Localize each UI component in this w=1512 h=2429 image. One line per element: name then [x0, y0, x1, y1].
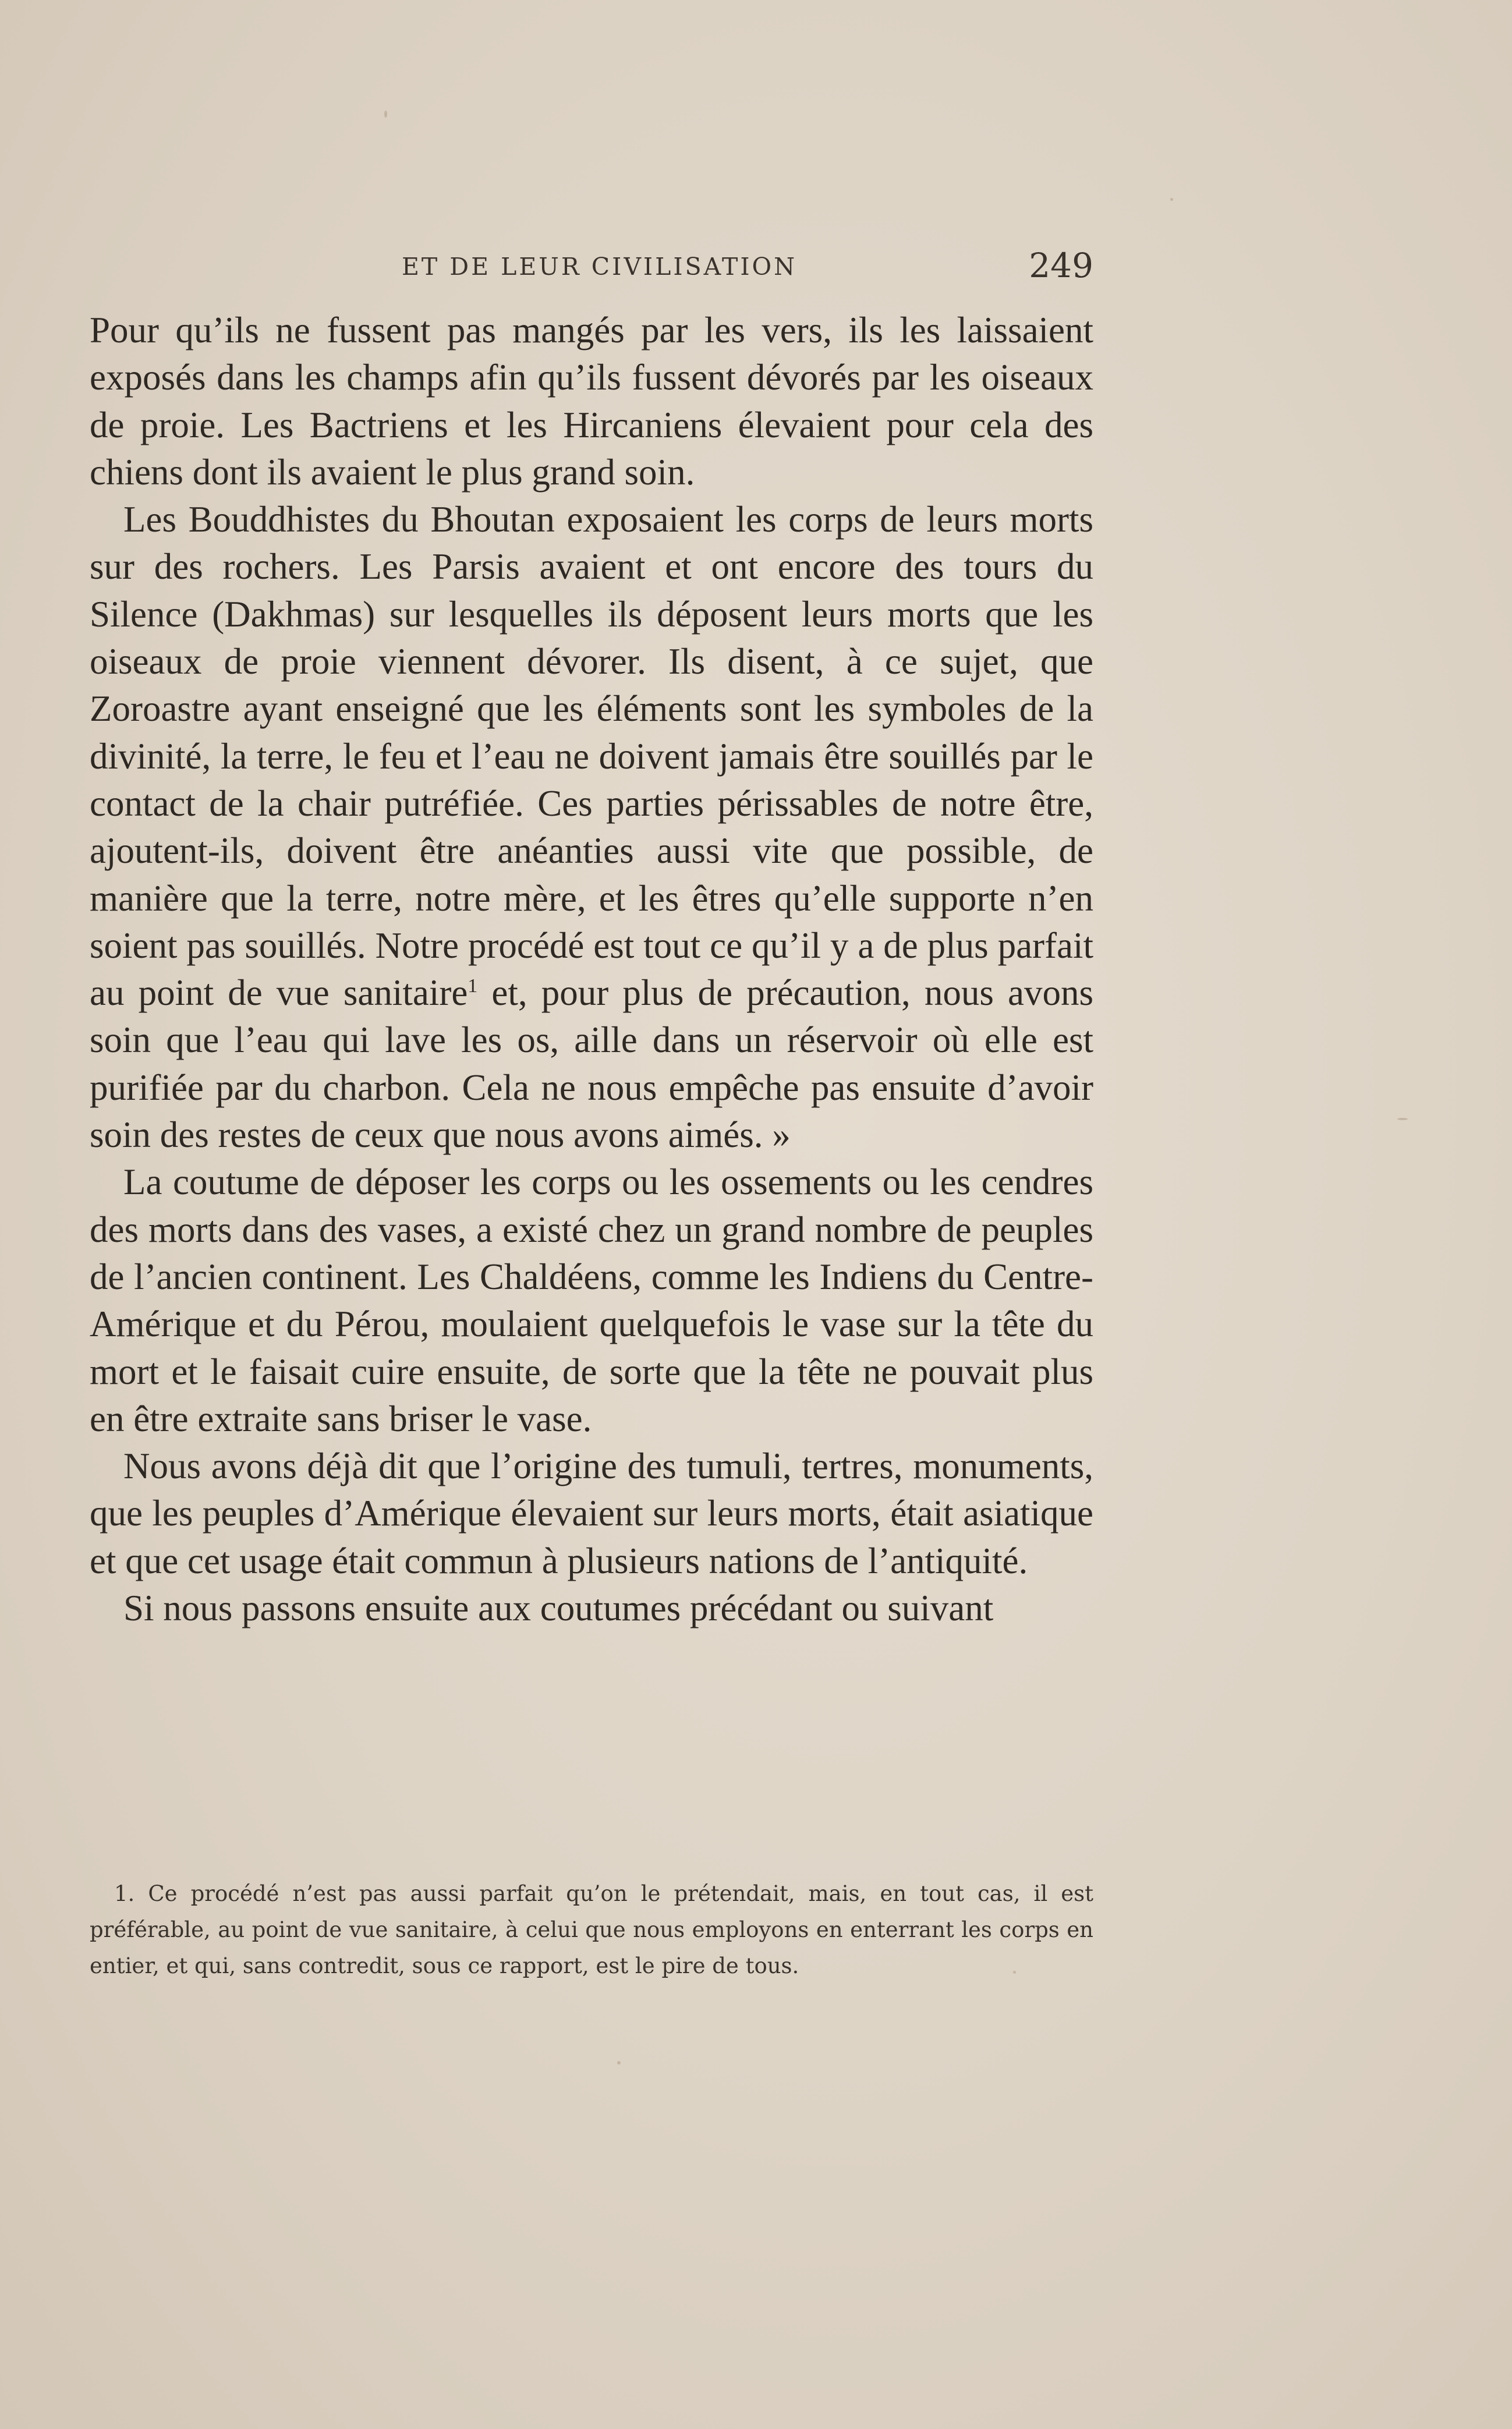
running-title: ET DE LEUR CIVILISATION: [402, 253, 798, 281]
page-header: [90, 245, 1093, 291]
paragraph-text: Si nous passons ensuite aux coutumes précédant ou suivant: [123, 1588, 994, 1629]
page-number: 249: [1029, 246, 1093, 285]
paragraph-text: La coutume de déposer les corps ou les ossements ou les cendres des morts dans des vases, a existé chez un grand nombre de peuples de l’ancien continent. Les Chaldéens, comme les Indiens du Centre-Amérique et du Pérou, moulaient quelquefois le vase sur la tête du mort et le faisait cuire ensuite, de sorte que la tête ne pouvait plus en être extraite sans briser le vase.: [90, 1162, 1093, 1439]
paragraph: [90, 1159, 1093, 1443]
paragraph: [90, 1585, 1093, 1632]
paragraph: [90, 1443, 1093, 1585]
footnote-reference: 1: [468, 975, 478, 997]
paper-speck: [617, 2061, 621, 2065]
paragraph: [90, 307, 1093, 496]
footnote: 1. Ce procédé n’est pas aussi parfait qu’on le prétendait, mais, en tout cas, il est préférable, au point de vue sanitaire, à celui que nous employons en enterrant les corps en entier, et qui, sans contredit, sous ce rapport, est le pire de tous.: [90, 1881, 1093, 1978]
paragraph-text: Les Bouddhistes du Bhoutan exposaient les corps de leurs morts sur des rochers. Les Parsis avaient et ont encore des tours du Silence (Dakhmas) sur lesquelles ils déposent leurs morts que les oiseaux de proie viennent dévorer. Ils disent, à ce sujet, que Zoroastre ayant enseigné que les éléments sont les symboles de la divinité, la terre, le feu et l’eau ne doivent jamais être souillés par le contact de la chair putréfiée. Ces parties périssables de notre être, ajoutent-ils, doivent être anéanties aussi vite que possible, de manière que la terre, notre mère, et les êtres qu’elle supporte n’en soient pas souillés. Notre procédé est tout ce qu’il y a de plus parfait au point de vue sanitaire: [90, 499, 1093, 1014]
body-text: [90, 307, 1093, 1632]
paper-speck: [1397, 1118, 1408, 1120]
paper-speck: [1170, 198, 1173, 201]
paragraph-text: Nous avons déjà dit que l’origine des tumuli, tertres, monuments, que les peuples d’Amérique élevaient sur leurs morts, était asiatique et que cet usage était commun à plusieurs nations de l’antiquité.: [90, 1446, 1093, 1581]
paper-speck: [384, 111, 387, 118]
paragraph-text: Pour qu’ils ne fussent pas mangés par les vers, ils les laissaient exposés dans les champs afin qu’ils fussent dévorés par les oiseaux de proie. Les Bactriens et les Hircaniens élevaient pour cela des chiens dont ils avaient le plus grand soin.: [90, 310, 1093, 493]
paragraph-text: et, pour plus de précaution, nous avons soin que l’eau qui lave les os, aille dans un réservoir où elle est purifiée par du charbon. Cela ne nous empêche pas ensuite d’avoir soin des restes de ceux que nous avons aimés. »: [90, 972, 1093, 1156]
paragraph: [90, 496, 1093, 1159]
